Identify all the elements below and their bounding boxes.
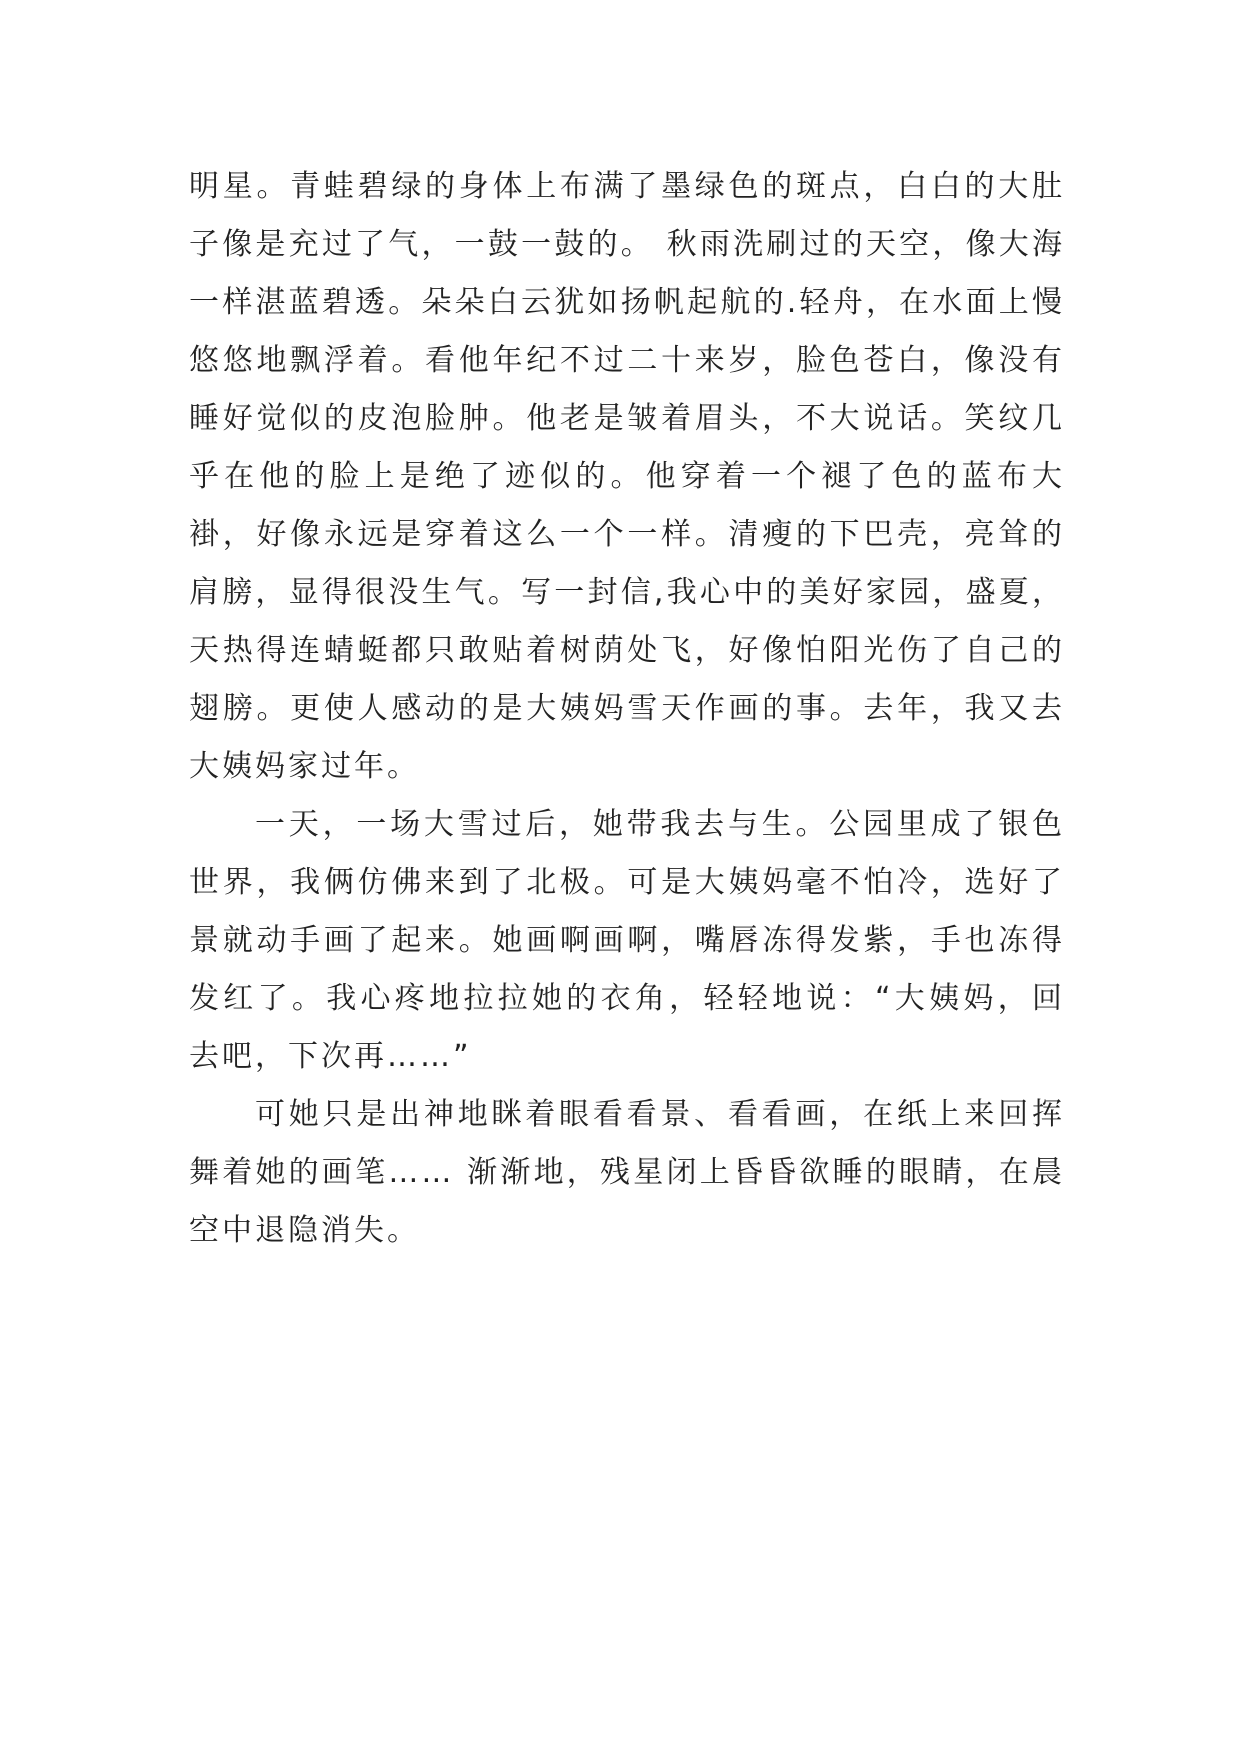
paragraph-1: 明星。青蛙碧绿的身体上布满了墨绿色的斑点，白白的大肚子像是充过了气，一鼓一鼓的。 秋雨洗刷过的天空，像大海一样湛蓝碧透。朵朵白云犹如扬帆起航的.轻舟，在水面上慢悠悠地飘浮着。看他年纪不过二十来岁，脸色苍白，像没有睡好觉似的皮泡脸肿。他老是皱着眉头，不大说话。笑纹几乎在他的脸上是绝了迹似的。他穿着一个褪了色的蓝布大褂，好像永远是穿着这么一个一样。清瘦的下巴壳，亮耸的肩膀，显得很没生气。写一封信,我心中的美好家园，盛夏，天热得连蜻蜓都只敢贴着树荫处飞，好像怕阳光伤了自己的翅膀。更使人感动的是大姨妈雪天作画的事。去年，我又去大姨妈家过年。 bbox=[189, 169, 1065, 784]
paragraph-3: 可她只是出神地眯着眼看看景、看看画，在纸上来回挥舞着她的画笔…… 渐渐地，残星闭上昏昏欲睡的眼睛，在晨空中退隐消失。 bbox=[189, 1097, 1065, 1248]
paragraph-2: 一天，一场大雪过后，她带我去与生。公园里成了银色世界，我俩仿佛来到了北极。可是大姨妈毫不怕冷，选好了景就动手画了起来。她画啊画啊，嘴唇冻得发紫，手也冻得发红了。我心疼地拉拉她的衣角，轻轻地说：“大姨妈，回去吧，下次再……” bbox=[189, 807, 1065, 1074]
document-body bbox=[189, 158, 1065, 1260]
